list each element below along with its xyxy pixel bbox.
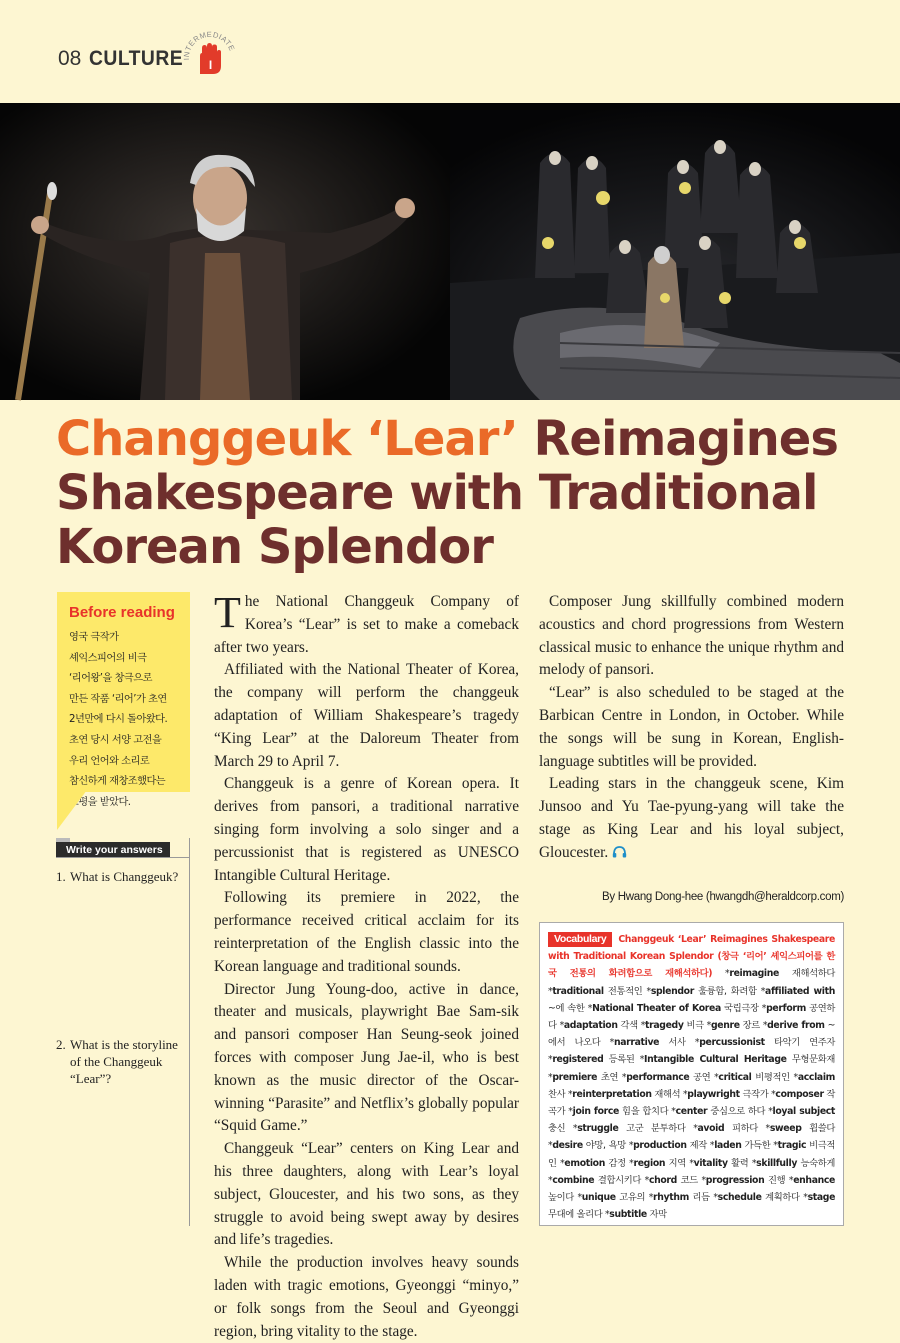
vocabulary-word: premiere: [552, 1071, 598, 1083]
vocabulary-meaning: 휩쓸다: [801, 1123, 836, 1135]
vocabulary-meaning: 비극: [683, 1020, 704, 1032]
level-letter: I: [208, 58, 213, 72]
vocabulary-meaning: 진행: [764, 1174, 786, 1186]
vocabulary-meaning: 서사: [659, 1037, 686, 1049]
performance-photo: [0, 103, 900, 400]
vocabulary-word: genre: [710, 1020, 740, 1032]
answers-divider: [56, 857, 190, 858]
headline-accent: Changgeuk ‘Lear’: [56, 411, 518, 467]
before-reading-text: 영국 극작가 셰익스피어의 비극 ‘리어왕’을 창극으로 만든 작품 ‘리어’가 초연 2년만에 다시 돌아왔다. 초연 당시 서양 고전을 우리 언어와 소리로 참신하게 재창조했다는 호평을 받았다.: [69, 632, 168, 808]
vocabulary-word: tragedy: [645, 1020, 684, 1032]
article-headline: [56, 412, 876, 574]
vocabulary-meaning: 장르: [739, 1020, 760, 1032]
before-reading-box: [57, 592, 190, 808]
article-paragraph: Director Jung Young-doo, active in dance, theater and musicals, playwright Bae Sam-sik and pansori composer Han Seung-seok joined forces with composer Jung Jae-il, who is best known as the music director of the Oscar-winning “Parasite” and Netflix’s globally popular “Squid Game.”: [214, 980, 519, 1135]
article-paragraph: Following its premiere in 2022, the performance received critical acclaim for its reinterpretation of the English classic into the Korean language and traditional sounds.: [214, 889, 519, 975]
page-number: 08: [58, 47, 82, 70]
vocabulary-word: stage: [807, 1192, 836, 1204]
vocabulary-word: subtitle: [609, 1209, 647, 1221]
article-paragraph: Changgeuk “Lear” centers on King Lear and his three daughters, along with Lear’s loyal subject, Gloucester, and his two sons, as they struggle to avoid being swept away by desires and life’s tragedies.: [214, 1140, 519, 1249]
vocabulary-word: progression: [705, 1174, 765, 1186]
vocabulary-box: [539, 922, 844, 1226]
vocabulary-meaning: 피하다: [724, 1123, 758, 1135]
section-title: CULTURE: [89, 47, 184, 70]
vocabulary-meaning: 고군 분투하다: [618, 1123, 686, 1135]
vocabulary-meaning: 충신: [548, 1123, 566, 1135]
vocabulary-word: acclaim: [797, 1071, 836, 1083]
vocabulary-word: combine: [552, 1174, 595, 1186]
vocabulary-meaning: 등록된: [603, 1054, 635, 1066]
question-1: [56, 868, 190, 885]
vocabulary-meaning: 감정: [604, 1157, 626, 1169]
page-header: [58, 44, 192, 74]
vocabulary-word: percussionist: [699, 1037, 765, 1049]
vocabulary-meaning: 자막: [646, 1209, 667, 1221]
vocabulary-meaning: 비극적인: [548, 1140, 836, 1169]
article-column-1: [214, 588, 519, 1343]
vocabulary-word: critical: [718, 1071, 752, 1083]
before-reading-tail: [57, 790, 87, 830]
vocabulary-word: traditional: [552, 985, 604, 997]
vocabulary-word: tragic: [777, 1140, 807, 1152]
vocabulary-word: desire: [552, 1140, 583, 1152]
vocabulary-meaning: 능숙하게: [797, 1157, 836, 1169]
article-paragraph: The National Changgeuk Company of Korea’s “Lear” is set to make a comeback after two years.: [214, 588, 519, 656]
question-2: [56, 1036, 190, 1087]
vocabulary-word: adaptation: [563, 1020, 618, 1032]
vocabulary-meaning: 극작가: [739, 1088, 769, 1100]
vocabulary-word: rhythm: [653, 1192, 689, 1204]
vocabulary-meaning: 무형문화재: [786, 1054, 836, 1066]
vocabulary-meaning: 힘을 합치다: [619, 1106, 669, 1118]
vocabulary-word: loyal subject: [772, 1106, 836, 1118]
vocabulary-meaning: 국립극장: [720, 1002, 759, 1014]
vocabulary-word: reimagine: [729, 968, 779, 980]
vocabulary-word: splendor: [650, 985, 694, 997]
vocabulary-label: Vocabulary: [548, 932, 612, 947]
vocabulary-meaning: 야망, 욕망: [582, 1140, 626, 1152]
drop-cap: T: [214, 588, 241, 637]
vocabulary-meaning: 공연하다: [548, 1002, 836, 1032]
vocabulary-word: enhance: [793, 1174, 836, 1186]
answers-label: Write your answers: [56, 842, 170, 858]
vocabulary-meaning: 공연: [689, 1071, 711, 1083]
vocabulary-word: struggle: [577, 1123, 619, 1135]
vocabulary-meaning: 가득한: [741, 1140, 771, 1152]
vocabulary-meaning: 전통적인: [603, 985, 643, 997]
byline: By Hwang Dong-hee (hwangdh@heraldcorp.com): [602, 891, 844, 903]
vocabulary-word: narrative: [613, 1037, 660, 1049]
question-text: What is Changgeuk?: [70, 869, 179, 884]
vocabulary-meaning: 코드: [676, 1174, 698, 1186]
vocabulary-word: performance: [626, 1071, 690, 1083]
article-paragraph: While the production involves heavy sounds laden with tragic emotions, Gyeonggi “minyo,” or folk songs from the Seoul and Gyeonggi region, bring vitality to the stage.: [214, 1254, 519, 1340]
vocabulary-word: composer: [775, 1088, 824, 1100]
vocabulary-word: schedule: [717, 1192, 762, 1204]
vocabulary-word: emotion: [564, 1157, 605, 1169]
vocabulary-word: playwright: [687, 1088, 740, 1100]
vocabulary-meaning: 각색: [617, 1020, 638, 1032]
vocabulary-meaning: 타악기 연주자: [764, 1037, 836, 1049]
vocabulary-word: vitality: [693, 1157, 728, 1169]
vocabulary-meaning: 고유의: [615, 1192, 646, 1204]
headline-rest: Reimagines Shakespeare with Traditional Korean Splendor: [56, 411, 838, 575]
vocabulary-word: registered: [552, 1054, 604, 1066]
article-paragraph: Composer Jung skillfully combined modern acoustics and chord progressions from Western classical music to enhance the unique rhythm and melody of pansori.: [539, 593, 844, 679]
vocabulary-word: avoid: [697, 1123, 725, 1135]
vocabulary-word: reinterpretation: [572, 1088, 652, 1100]
vocabulary-meaning: 재해석: [651, 1088, 681, 1100]
article-paragraph: “Lear” is also scheduled to be staged at the Barbican Centre in London, in October. While the songs will be sung in Korean, English-language subtitles will be provided.: [539, 684, 844, 770]
vocabulary-meaning: 비평적인: [751, 1071, 790, 1083]
vocabulary-meaning: 작곡가: [548, 1088, 836, 1118]
vocabulary-meaning: 활력: [727, 1157, 749, 1169]
vocabulary-title: Changgeuk ‘Lear’ Reimagines Shakespeare with Traditional Korean Splendor (창극 ‘리어’ 셰익스피어를 한국 전통의 화려함으로 재해석하다): [548, 934, 835, 980]
vocabulary-word: affiliated with: [765, 985, 835, 997]
vocabulary-word: region: [633, 1157, 666, 1169]
vocabulary-word: unique: [581, 1192, 616, 1204]
vocabulary-meaning: 결합시키다: [594, 1174, 641, 1186]
vocabulary-word: join force: [572, 1106, 620, 1118]
article-paragraph: Leading stars in the changgeuk scene, Kim Junsoo and Yu Tae-pyung-yang will take the stage as King Lear and his loyal subject, Gloucester.: [539, 775, 844, 861]
vocabulary-meaning: ~에서 나오다: [548, 1020, 836, 1049]
vocabulary-meaning: 훌륭함, 화려함: [693, 985, 757, 997]
vocabulary-word: perform: [766, 1002, 806, 1014]
vocabulary-meaning: 높이다: [548, 1192, 574, 1204]
answers-panel: [56, 838, 190, 1226]
vocabulary-word: derive from: [767, 1020, 825, 1032]
vocabulary-word: laden: [714, 1140, 742, 1152]
vocabulary-word: center: [675, 1106, 708, 1118]
question-number: 2.: [56, 1037, 66, 1052]
vocabulary-word: chord: [648, 1174, 677, 1186]
vocabulary-meaning: 무대에 올리다: [548, 1209, 603, 1221]
headphone-icon: [612, 845, 627, 858]
vocabulary-meaning: 지역: [665, 1157, 686, 1169]
article-paragraph: Changgeuk is a genre of Korean opera. It derives from pansori, a traditional narrative singing form involving a solo singer and a percussionist that is registered as UNESCO Intangible Cultural Heritage.: [214, 775, 519, 884]
vocabulary-word: National Theater of Korea: [592, 1002, 721, 1014]
question-number: 1.: [56, 869, 66, 884]
vocabulary-meaning: 리듬: [688, 1192, 710, 1204]
vocabulary-list: *reimagine 재해석하다 *traditional 전통적인 *splendor 훌륭함, 화려함 *affiliated with ~에 속한 *National Theater of Korea 국립극장 *perform 공연하다 *adaptation 각색 *tragedy 비극 *genre 장르 *derive from ~에서 나오다 *narrative 서사 *percussionist 타악기 연주자 *registered 등록된 *Intangible Cultural Heritage 무형문화재 *premiere 초연 *performance 공연 *critical 비평적인 *acclaim 찬사 *reinterpretation 재해석 *playwright 극작가 *composer 작곡가 *join force 힘을 합치다 *center 중심으로 하다 *loyal subject 충신 *struggle 고군 분투하다 *avoid 피하다 *sweep 휩쓸다 *desire 야망, 욕망 *production 제작 *laden 가득한 *tragic 비극적인 *emotion 감정 *region 지역 *vitality 활력 *skillfully 능숙하게 *combine 결합시키다 *chord 코드 *progression 진행 *enhance 높이다 *unique 고유의 *rhythm 리듬 *schedule 계획하다 *stage 무대에 올리다 *subtitle 자막: [548, 968, 836, 1221]
vocabulary-meaning: ~에 속한: [548, 1002, 585, 1014]
vocabulary-meaning: 찬사: [548, 1088, 566, 1100]
question-text: What is the storyline of the Changgeuk “Lear”?: [70, 1037, 178, 1086]
vocabulary-meaning: 중심으로 하다: [707, 1106, 766, 1118]
vocabulary-word: skillfully: [756, 1157, 798, 1169]
intermediate-badge-icon: [180, 26, 238, 84]
vocabulary-word: Intangible Cultural Heritage: [644, 1054, 787, 1066]
vocabulary-word: sweep: [769, 1123, 802, 1135]
vocabulary-meaning: 제작: [686, 1140, 707, 1152]
vocabulary-meaning: 계획하다: [761, 1192, 800, 1204]
before-reading-title: Before reading: [69, 604, 175, 621]
article-paragraph: Affiliated with the National Theater of Korea, the company will perform the changgeuk adaptation of William Shakespeare’s tragedy “King Lear” at the Daloreum Theater from March 29 to April 7.: [214, 661, 519, 770]
vocabulary-word: production: [633, 1140, 687, 1152]
article-column-2: [539, 591, 844, 865]
vocabulary-meaning: 초연: [597, 1071, 619, 1083]
level-badge-text: INTERMEDIATE: [181, 29, 237, 61]
vocabulary-meaning: 재해석하다: [779, 968, 836, 980]
